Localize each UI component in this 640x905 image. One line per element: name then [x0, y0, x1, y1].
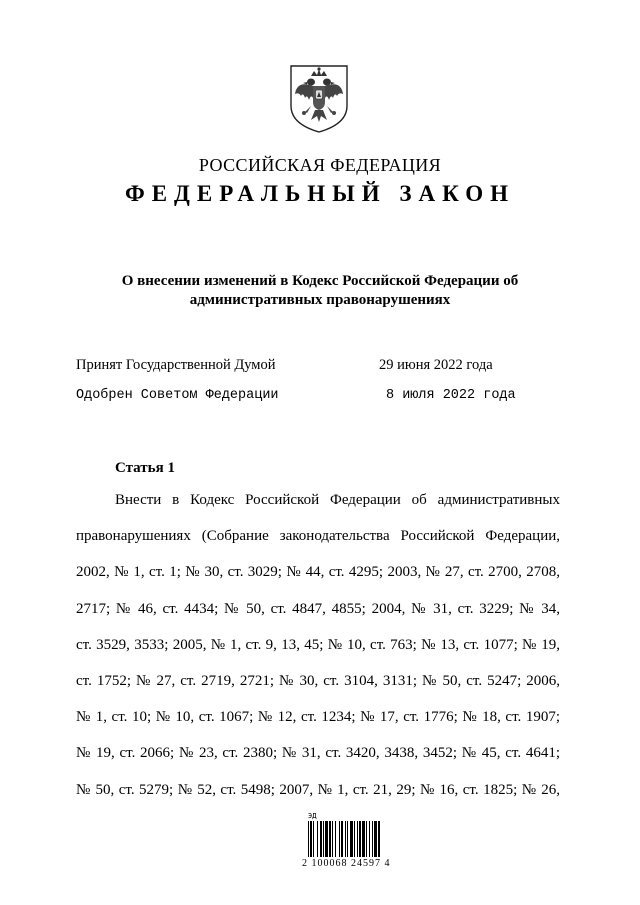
- law-type-heading: ФЕДЕРАЛЬНЫЙ ЗАКОН: [124, 181, 516, 206]
- barcode: [300, 812, 420, 872]
- article-line: правонарушениях (Собрание законодательства Российской Федерации,: [76, 528, 560, 545]
- article-line: № 1, ст. 10; № 10, ст. 1067; № 12, ст. 1234; № 17, ст. 1776; № 18, ст. 1907;: [76, 709, 560, 726]
- council-approval-date: 8 июля 2022 года: [386, 388, 516, 403]
- duma-adoption-label: Принят Государственной Думой: [76, 357, 276, 373]
- council-approval-label: Одобрен Советом Федерации: [76, 388, 279, 403]
- barcode-top-mark: ЭД: [308, 812, 317, 820]
- article-line: 2717; № 46, ст. 4434; № 50, ст. 4847, 4855; 2004, № 31, ст. 3229; № 34,: [76, 600, 560, 617]
- federation-heading: РОССИЙСКАЯ ФЕДЕРАЦИЯ: [198, 155, 442, 175]
- article-line: ст. 3529, 3533; 2005, № 1, ст. 9, 13, 45; № 10, ст. 763; № 13, ст. 1077; № 19,: [76, 636, 560, 653]
- article-line: № 50, ст. 5279; № 52, ст. 5498; 2007, № 1, ст. 21, 29; № 16, ст. 1825; № 26,: [76, 781, 560, 798]
- law-title: [80, 272, 560, 310]
- barcode-bars-icon: [308, 821, 400, 857]
- duma-adoption-date: 29 июня 2022 года: [379, 357, 493, 373]
- law-title-line: О внесении изменений в Кодекс Российской Федерации об: [121, 273, 519, 289]
- article-line: Внести в Кодекс Российской Федерации об административных: [115, 492, 560, 508]
- barcode-number: 2 100068 24597 4: [302, 858, 391, 869]
- article-body: [76, 482, 560, 808]
- article-line: 2002, № 1, ст. 1; № 30, ст. 3029; № 44, ст. 4295; 2003, № 27, ст. 2700, 2708,: [76, 564, 560, 581]
- russian-coat-of-arms-icon: [287, 62, 351, 134]
- article-heading: Статья 1: [115, 460, 175, 476]
- article-line: ст. 1752; № 27, ст. 2719, 2721; № 30, ст. 3104, 3131; № 50, ст. 5247; 2006,: [76, 672, 560, 689]
- law-title-line: административных правонарушениях: [189, 292, 451, 308]
- article-line: № 19, ст. 2066; № 23, ст. 2380; № 31, ст. 3420, 3438, 3452; № 45, ст. 4641;: [76, 745, 560, 762]
